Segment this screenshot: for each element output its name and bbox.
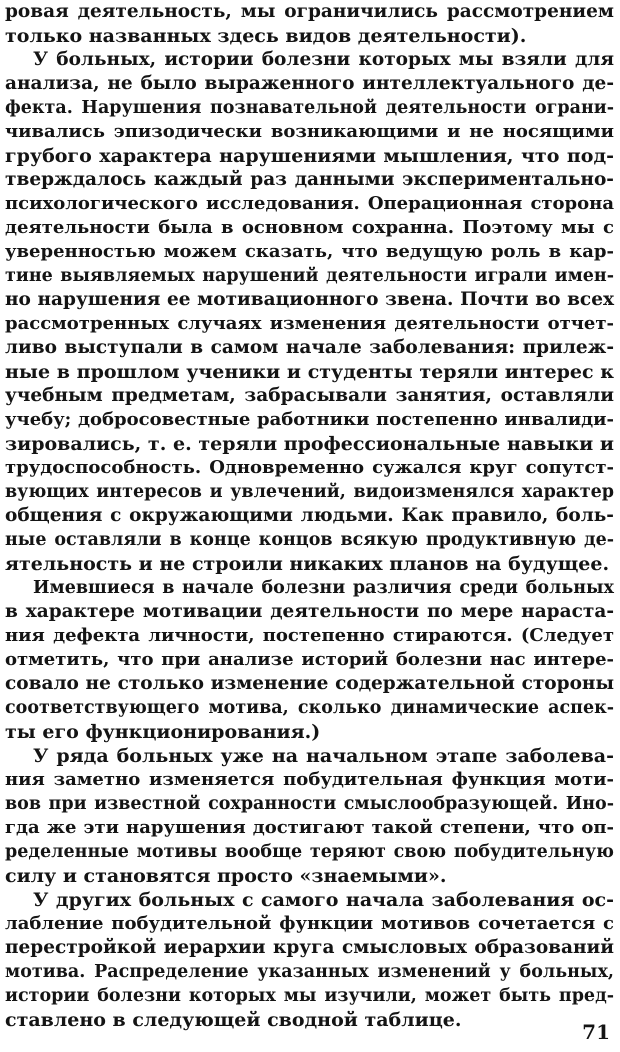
text-line: ставлено в следующей сводной таблице. (5, 1009, 462, 1031)
text-line: но нарушения ее мотивационного звена. Почти во всех (5, 289, 614, 310)
text-line: общения с окружающими людьми. Как правило, боль- (5, 505, 614, 526)
text-line: Имевшиеся в начале болезни различия среди больных (33, 578, 614, 598)
text-line: ятельность и не строили никаких планов на будущее. (5, 553, 610, 575)
text-line: психологического исследования. Операционная сторона (5, 193, 614, 214)
text-line: силу и становятся просто «знаемыми». (5, 865, 447, 887)
text-line: чивались эпизодически возникающими и не носящими (5, 121, 614, 142)
text-line: анализа, не было выраженного интеллектуального де- (5, 73, 614, 94)
text-line: У больных, истории болезни которых мы взяли для (33, 49, 614, 70)
text-line: ты его функционирования.) (5, 721, 321, 743)
text-line: фекта. Нарушения познавательной деятельности ограни- (5, 98, 614, 118)
text-line: У ряда больных уже на начальном этапе заболева- (33, 745, 614, 767)
text-line: ния дефекта личности, постепенно стираются. (Следует (5, 625, 614, 646)
text-line: грубого характера нарушениями мышления, что под- (5, 145, 614, 167)
text-line: ния заметно изменяется побудительная функция моти- (5, 769, 614, 790)
text-line: перестройкой иерархии круга смысловых образований (5, 937, 614, 958)
text-line: вов при известной сохранности смыслообразующей. Ино- (5, 794, 614, 814)
text-line: ределенные мотивы вообще теряют свою побудительную (5, 842, 614, 862)
text-line: лабление побудительной функции мотивов сочетается с (5, 913, 614, 934)
text-line: в характере мотивации деятельности по мере нараста- (5, 601, 614, 622)
text-line: отметить, что при анализе историй болезни нас интере- (5, 649, 614, 670)
text-line: вующих интересов и увлечений, видоизменялся характер (5, 482, 614, 502)
text-line: ные оставляли в конце концов всякую продуктивную де- (5, 530, 614, 550)
text-line: У других больных с самого начала заболевания ос- (33, 889, 614, 911)
text-line: учебным предметам, забрасывали занятия, оставляли (5, 385, 614, 406)
text-line: уверенностью можем сказать, что ведущую роль в кар- (5, 241, 614, 262)
text-line: мотива. Распределение указанных изменений у больных, (5, 962, 614, 982)
text-line: соответствующего мотива, сколько динамические аспек- (5, 698, 614, 718)
text-line: рассмотренных случаях изменения деятельности отчет- (5, 313, 614, 334)
text-line: истории болезни которых мы изучили, может быть пред- (5, 986, 614, 1006)
text-line: совало не столько изменение содержательной стороны (5, 673, 614, 694)
text-line: деятельности была в основном сохранна. Поэтому мы с (5, 217, 614, 238)
text-line: ровая деятельность, мы ограничились рассмотрением (5, 1, 614, 22)
text-line: только названных здесь видов деятельности). (5, 25, 527, 47)
text-line: зировались, т. е. теряли профессиональные навыки и (5, 433, 614, 455)
text-line: трудоспособность. Одновременно сужался круг сопутст- (5, 457, 614, 478)
text-line: ливо выступали в самом начале заболевания: прилеж- (5, 337, 614, 358)
text-line: ные в прошлом ученики и студенты теряли интерес к (5, 361, 614, 383)
body-text (5, 0, 614, 1032)
text-line: учебу; добросовестные работники постепенно инвалиди- (5, 409, 614, 430)
page-number: 71 (582, 1020, 610, 1044)
text-line: гда же эти нарушения достигают такой степени, что оп- (5, 817, 614, 838)
text-line: тверждалось каждый раз данными экспериментально- (5, 169, 614, 190)
text-line: тине выявляемых нарушений деятельности играли имен- (5, 266, 614, 286)
